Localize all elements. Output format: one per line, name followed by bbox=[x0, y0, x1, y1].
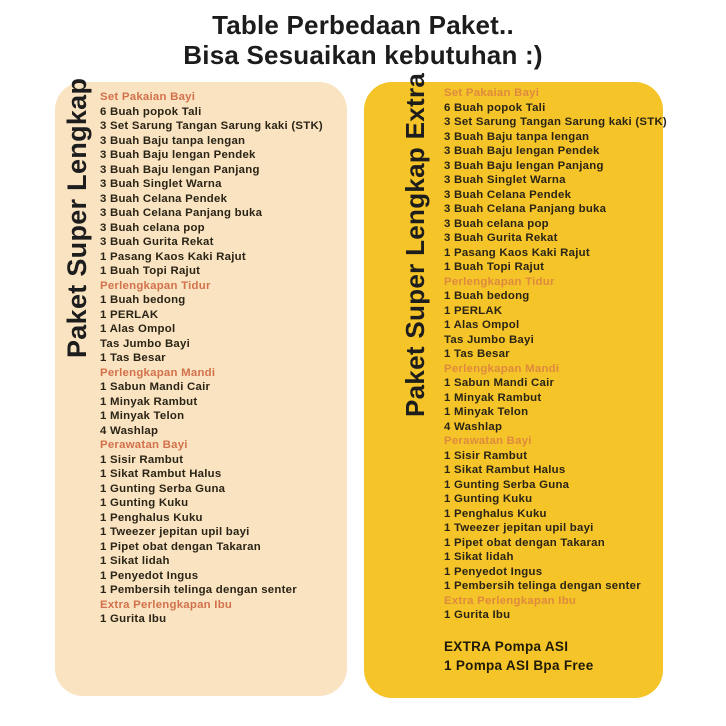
list-item: 1 Minyak Telon bbox=[100, 410, 185, 422]
list-item: 1 Minyak Rambut bbox=[100, 395, 198, 408]
list-item: 3 Buah Celana Pendek bbox=[444, 188, 572, 201]
list-item: 1 Penghalus Kuku bbox=[100, 511, 203, 524]
list-item: 1 Penyedot Ingus bbox=[444, 565, 543, 578]
list-item: 1 Sisir Rambut bbox=[444, 449, 528, 462]
list-item: 1 Pembersih telinga dengan senter bbox=[100, 584, 297, 596]
panel-title-paket-super-lengkap: Paket Super Lengkap bbox=[62, 77, 92, 358]
list-item: 1 Sikat Rambut Halus bbox=[100, 468, 222, 480]
list-item: 1 Tweezer jepitan upil bayi bbox=[444, 522, 594, 534]
list-item: 6 Buah popok Tali bbox=[100, 105, 202, 118]
list-item: 3 Buah Singlet Warna bbox=[444, 174, 566, 186]
list-item: 4 Washlap bbox=[444, 420, 503, 433]
list-item: 1 Sabun Mandi Cair bbox=[100, 381, 211, 393]
list-item: 3 Buah Baju lengan Panjang bbox=[100, 163, 260, 176]
list-item: 1 Buah Topi Rajut bbox=[444, 261, 545, 273]
list-item: 3 Buah Baju lengan Panjang bbox=[444, 159, 604, 172]
extra-asi-title: EXTRA Pompa ASI bbox=[444, 639, 569, 654]
list-item: 1 Pembersih telinga dengan senter bbox=[444, 580, 641, 592]
list-item: 1 Gunting Kuku bbox=[444, 493, 533, 505]
list-item: 3 Buah Baju tanpa lengan bbox=[100, 134, 246, 147]
list-item: 3 Buah Celana Panjang buka bbox=[100, 207, 263, 219]
list-item: 3 Buah Baju lengan Pendek bbox=[444, 145, 600, 157]
list-item: 1 Gurita Ibu bbox=[444, 609, 511, 621]
item-list-paket-super-lengkap-extra bbox=[444, 86, 667, 623]
list-item: 3 Set Sarung Tangan Sarung kaki (STK) bbox=[444, 116, 667, 128]
list-item: 3 Buah Gurita Rekat bbox=[444, 232, 558, 244]
list-item: 3 Buah Celana Pendek bbox=[100, 192, 228, 205]
title-line-2: Bisa Sesuaikan kebutuhan :) bbox=[183, 40, 543, 70]
list-item: 1 Pipet obat dengan Takaran bbox=[444, 536, 605, 549]
list-item: 1 Buah bedong bbox=[444, 290, 530, 302]
section-header: Perlengkapan Mandi bbox=[100, 366, 216, 379]
list-item: 1 Sikat lidah bbox=[444, 551, 514, 563]
item-list-paket-super-lengkap bbox=[100, 90, 323, 627]
list-item: 3 Buah celana pop bbox=[100, 221, 205, 234]
list-item: 1 Gunting Serba Guna bbox=[444, 478, 570, 491]
list-item: 1 Gunting Serba Guna bbox=[100, 482, 226, 495]
list-item: 1 Sikat Rambut Halus bbox=[444, 464, 566, 476]
list-item: 1 Gurita Ibu bbox=[100, 613, 167, 625]
section-header: Perawatan Bayi bbox=[444, 435, 532, 447]
list-item: 3 Buah celana pop bbox=[444, 217, 549, 230]
list-item: 1 Buah Topi Rajut bbox=[100, 265, 201, 277]
list-item: 1 Tweezer jepitan upil bayi bbox=[100, 526, 250, 538]
extra-asi-item: 1 Pompa ASI Bpa Free bbox=[444, 657, 594, 673]
section-header: Perlengkapan Tidur bbox=[100, 279, 211, 292]
list-item: 1 Gunting Kuku bbox=[100, 497, 189, 509]
list-item: 1 Buah bedong bbox=[100, 294, 186, 306]
list-item: 6 Buah popok Tali bbox=[444, 101, 546, 114]
section-header: Extra Perlengkapan Ibu bbox=[444, 594, 577, 607]
list-item: 1 PERLAK bbox=[444, 304, 503, 317]
list-item: 3 Buah Baju lengan Pendek bbox=[100, 149, 256, 161]
list-item: 1 Pipet obat dengan Takaran bbox=[100, 540, 261, 553]
list-item: 1 Minyak Rambut bbox=[444, 391, 542, 404]
list-item: 3 Buah Celana Panjang buka bbox=[444, 203, 607, 215]
list-item: 1 Tas Besar bbox=[444, 348, 510, 360]
list-item: 1 Sabun Mandi Cair bbox=[444, 377, 555, 389]
list-item: 1 Sikat lidah bbox=[100, 555, 170, 567]
section-header: Perlengkapan Mandi bbox=[444, 362, 560, 375]
section-header: Extra Perlengkapan Ibu bbox=[100, 598, 233, 611]
section-header: Perawatan Bayi bbox=[100, 439, 188, 451]
list-item: 1 Sisir Rambut bbox=[100, 453, 184, 466]
list-item: 1 Alas Ompol bbox=[100, 323, 176, 335]
list-item: 1 PERLAK bbox=[100, 308, 159, 321]
section-header: Set Pakaian Bayi bbox=[100, 91, 196, 103]
title-line-1: Table Perbedaan Paket.. bbox=[212, 10, 514, 40]
list-item: 3 Buah Baju tanpa lengan bbox=[444, 130, 590, 143]
list-item: 1 Penyedot Ingus bbox=[100, 569, 199, 582]
list-item: 1 Minyak Telon bbox=[444, 406, 529, 418]
list-item: Tas Jumbo Bayi bbox=[444, 333, 535, 346]
list-item: 3 Buah Singlet Warna bbox=[100, 178, 222, 190]
section-header: Perlengkapan Tidur bbox=[444, 275, 555, 288]
list-item: 4 Washlap bbox=[100, 424, 159, 437]
panel-title-paket-super-lengkap-extra: Paket Super Lengkap Extra bbox=[400, 72, 430, 417]
list-item: 1 Alas Ompol bbox=[444, 319, 520, 331]
page-title bbox=[0, 10, 726, 70]
list-item: 1 Penghalus Kuku bbox=[444, 507, 547, 520]
list-item: 1 Pasang Kaos Kaki Rajut bbox=[100, 250, 246, 263]
section-header: Set Pakaian Bayi bbox=[444, 87, 540, 99]
extra-asi-block bbox=[444, 638, 594, 675]
list-item: 3 Buah Gurita Rekat bbox=[100, 236, 214, 248]
list-item: 3 Set Sarung Tangan Sarung kaki (STK) bbox=[100, 120, 323, 132]
list-item: 1 Tas Besar bbox=[100, 352, 166, 364]
list-item: 1 Pasang Kaos Kaki Rajut bbox=[444, 246, 590, 259]
list-item: Tas Jumbo Bayi bbox=[100, 337, 191, 350]
